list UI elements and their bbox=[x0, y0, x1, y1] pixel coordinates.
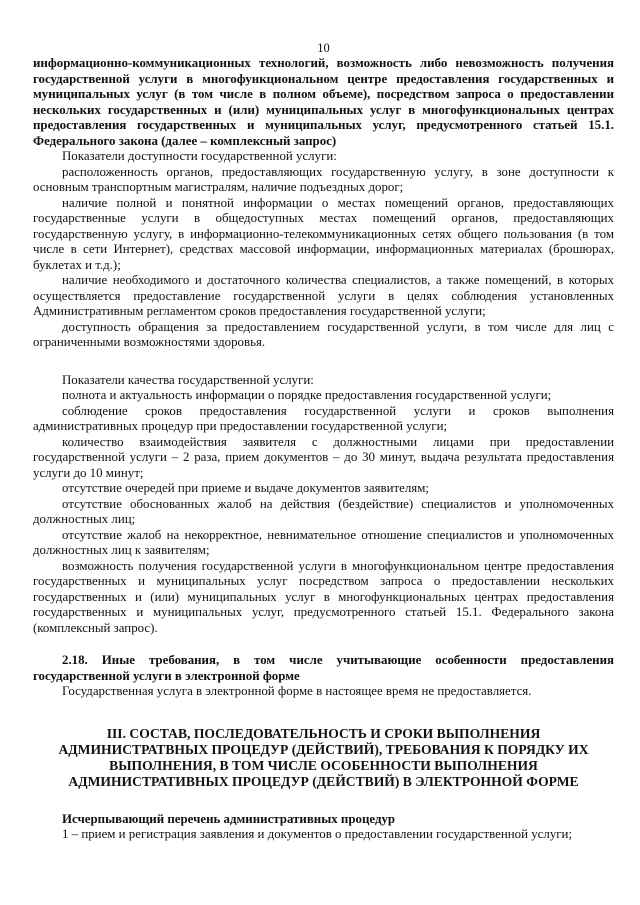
paragraph-complex-request: информационно-коммуникационных технологий, возможность либо невозможность получения государственной услуги в многофункциональном центре предоставления государственных и муниципальных услуг (в том числе в полном объеме), посредством запроса о предоставлении нескольких государственных и (или) муниципальных услуг в многофункциональных центрах предоставления государственных и муниципальных услуг, предусмотренного статьей 15.1. Федерального закона (далее – комплексный запрос) bbox=[33, 56, 614, 148]
paragraph-quality-no-justified-complaints: отсутствие обоснованных жалоб на действия (бездействие) специалистов и уполномоченных должностных лиц; bbox=[33, 496, 614, 526]
section-heading-iii bbox=[39, 726, 608, 790]
paragraph-availability-information: наличие полной и понятной информации о местах помещений органов, предоставляющих государственные услуги в общедоступных местах помещений органов, предоставляющих государственную услугу, в информационно-телекоммуникационных сетях общего пользования (в том числе в сети Интернет), средствах массовой информации, информационных материалах (брошюрах, буклетах и т.д.); bbox=[33, 195, 614, 272]
section-heading-line: АДМИНИСТРАТВНЫХ ПРОЦЕДУР (ДЕЙСТВИЙ), ТРЕБОВАНИЯ К ПОРЯДКУ ИХ bbox=[58, 741, 589, 757]
section-heading-line: АДМИНИСТРАТИВНЫХ ПРОЦЕДУР (ДЕЙСТВИЙ) В ЭЛЕКТРОННОЙ ФОРМЕ bbox=[68, 773, 579, 789]
paragraph-availability-staff: наличие необходимого и достаточного количества специалистов, а также помещений, в которых осуществляется предоставление государственной услуги в целях соблюдения установленных Административным регламентом сроков предоставления государственной услуги; bbox=[33, 273, 614, 318]
paragraph-quality-deadlines: соблюдение сроков предоставления государственной услуги и сроков выполнения административных процедур при предоставлении государственной услуги; bbox=[33, 403, 614, 433]
paragraph-quality-no-complaints-attitude: отсутствие жалоб на некорректное, невнимательное отношение специалистов и уполномоченных должностных лиц к заявителям; bbox=[33, 527, 614, 557]
section-heading-line: ВЫПОЛНЕНИЯ, В ТОМ ЧИСЛЕ ОСОБЕННОСТИ ВЫПОЛНЕНИЯ bbox=[109, 757, 538, 773]
paragraph-quality-no-queues: отсутствие очередей при приеме и выдаче документов заявителям; bbox=[62, 481, 429, 495]
paragraph-availability-accessibility: доступность обращения за предоставлением государственной услуги, в том числе для лиц с ограниченными возможностями здоровья. bbox=[33, 319, 614, 349]
paragraph-quality-interactions: количество взаимодействия заявителя с должностными лицами при предоставлении государственной услуги – 2 раза, прием документов – до 30 минут, выдача результата предоставления услуги до 10 минут; bbox=[33, 434, 614, 480]
subsection-heading-procedures-list: Исчерпывающий перечень административных процедур bbox=[62, 811, 396, 826]
subsection-heading-2-18: 2.18. Иные требования, в том числе учитывающие особенности предоставления государственной услуги в электронной форме bbox=[33, 653, 614, 683]
paragraph-availability-header: Показатели доступности государственной услуги: bbox=[62, 149, 337, 163]
paragraph-electronic-form-note: Государственная услуга в электронной форме в настоящее время не предоставляется. bbox=[62, 684, 532, 698]
paragraph-quality-header: Показатели качества государственной услуги: bbox=[62, 372, 314, 387]
paragraph-quality-mfc-complex-request: возможность получения государственной услуги в многофункциональном центре предоставления государственных и муниципальных услуг посредством запроса о предоставлении нескольких государственных и (или) муниципальных услуг в многофункциональных центрах предоставления государственных и муниципальных услуг, предусмотренного статьей 15.1. Федерального закона (комплексный запрос). bbox=[33, 558, 614, 635]
paragraph-quality-completeness: полнота и актуальность информации о порядке предоставления государственной услуги; bbox=[62, 388, 552, 402]
section-heading-line: III. СОСТАВ, ПОСЛЕДОВАТЕЛЬНОСТЬ И СРОКИ ВЫПОЛНЕНИЯ bbox=[106, 725, 541, 741]
page-number: 10 bbox=[317, 41, 330, 55]
paragraph-availability-location: расположенность органов, предоставляющих государственную услугу, в зоне доступности к основным транспортным магистралям, наличие подъездных дорог; bbox=[33, 164, 614, 194]
paragraph-procedure-1: 1 – прием и регистрация заявления и документов о предоставлении государственной услуги; bbox=[62, 827, 573, 841]
